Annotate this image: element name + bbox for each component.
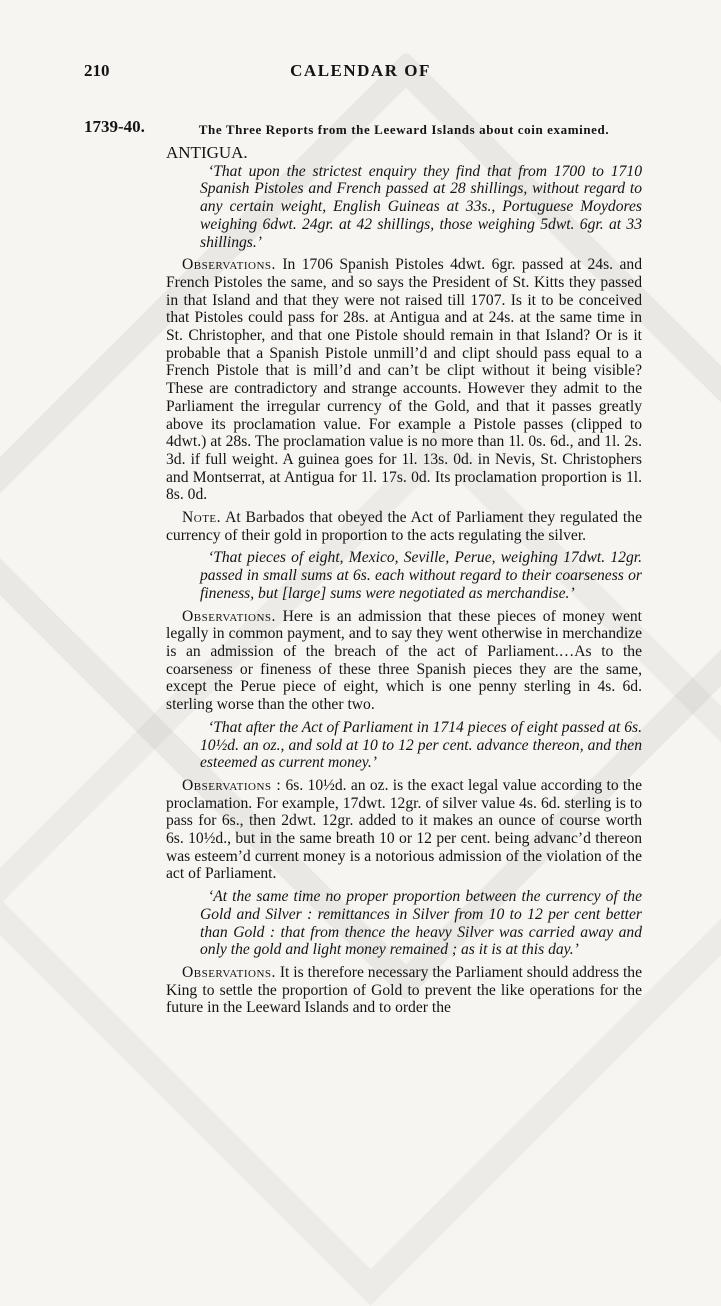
observation-paragraph <box>166 964 642 1017</box>
text-blocks <box>166 163 642 1017</box>
paragraph-label: Observations. <box>182 256 276 274</box>
paragraph-label: Observations. <box>182 607 276 625</box>
paragraph-text: 6s. 10½d. an oz. is the exact legal value according to the proclamation. For example, 17dwt. 12gr. of silver value 4s. 6d. sterling is to pass for 6s., then 2dwt. 12gr. added to it makes an ounce of course worth 6s. 10½d., but in the same breath 10 or 12 per cent. being advanc’d thereon was esteem’d current money is a notorious admission of the violation of the act of Parliament. <box>166 776 642 883</box>
quoted-report: ‘That after the Act of Parliament in 1714 pieces of eight passed at 6s. 10½d. an oz., and sold at 10 to 12 per cent. advance thereon, and then esteemed as current money.’ <box>200 718 642 772</box>
page-body <box>166 122 642 1022</box>
section-heading: ANTIGUA. <box>166 143 248 162</box>
paragraph-text: Here is an admission that these pieces of money went legally in common payment, and to say they went otherwise in merchandize is an admission of the breach of the act of Parliament.…As to the coarseness or fineness of these three Spanish pieces they are the same, except the Perue piece of eight, which is one penny sterling in 4s. 6d. sterling worse than the other two. <box>166 607 642 714</box>
page-title: The Three Reports from the Leeward Islands about coin examined. <box>198 122 610 137</box>
quoted-report: ‘That upon the strictest enquiry they find that from 1700 to 1710 Spanish Pistoles and French passed at 28 shillings, without regard to any certain weight, English Guineas at 33s., Portuguese Moydores weighing 6dwt. 24gr. at 42 shillings, those weighing 5dwt. 6gr. at 33 shillings.’ <box>200 162 642 251</box>
paragraph-label: Note. <box>182 509 222 527</box>
paragraph-text: At Barbados that obeyed the Act of Parliament they regulated the currency of their gold in proportion to the acts regulating the silver. <box>166 509 642 544</box>
page-number: 210 <box>84 61 110 80</box>
observation-paragraph <box>166 777 642 883</box>
page-header <box>0 61 721 87</box>
margin-year: 1739-40. <box>84 117 145 136</box>
paragraph-label: Observations. <box>182 963 276 981</box>
paragraph-text: It is therefore necessary the Parliament should address the King to settle the proportion of Gold to prevent the like operations for the future in the Leeward Islands and to order the <box>166 963 642 1017</box>
observation-paragraph <box>166 256 642 504</box>
quoted-report: ‘That pieces of eight, Mexico, Seville, Perue, weighing 17dwt. 12gr. passed in small sums at 6s. each without regard to their coarseness or fineness, but [large] sums were negotiated as merchandise.’ <box>200 549 642 602</box>
quoted-report: ‘At the same time no proper proportion between the currency of the Gold and Silver : remittances in Silver from 10 to 12 per cent better than Gold : that from thence the heavy Silver was carried away and only the gold and light money remained ; as it is at this day.’ <box>200 888 642 959</box>
paragraph-label: Observations : <box>182 776 282 794</box>
running-head: CALENDAR OF <box>290 61 431 80</box>
observation-paragraph <box>166 608 642 714</box>
observation-paragraph <box>166 509 642 544</box>
paragraph-text: In 1706 Spanish Pistoles 4dwt. 6gr. passed at 24s. and French Pistoles the same, and so says the President of St. Kitts they passed in that Island and that they were not raised till 1707. Is it to be conceived that Pistoles could pass for 28s. at Antigua and at 24s. at the same time in St. Christopher, and that one Pistole should remain in that Island? Or is it probable that a Spanish Pistole unmill’d and clipt should pass equal to a French Pistole that is mill’d and can’t be clipt without it being visible? These are contradictory and strange accounts. However they admit to the Parliament the irregular currency of the Gold, and that it passes greatly above its proclamation value. For example a Pistole passes (clipped to 4dwt.) at 28s. The proclamation value is no more than 1l. 0s. 6d., and 1l. 2s. 3d. if full weight. A guinea goes for 1l. 13s. 0d. in Nevis, St. Christophers and Montserrat, at Antigua for 1l. 17s. 0d. Its proclamation proportion is 1l. 8s. 0d. <box>166 256 642 504</box>
